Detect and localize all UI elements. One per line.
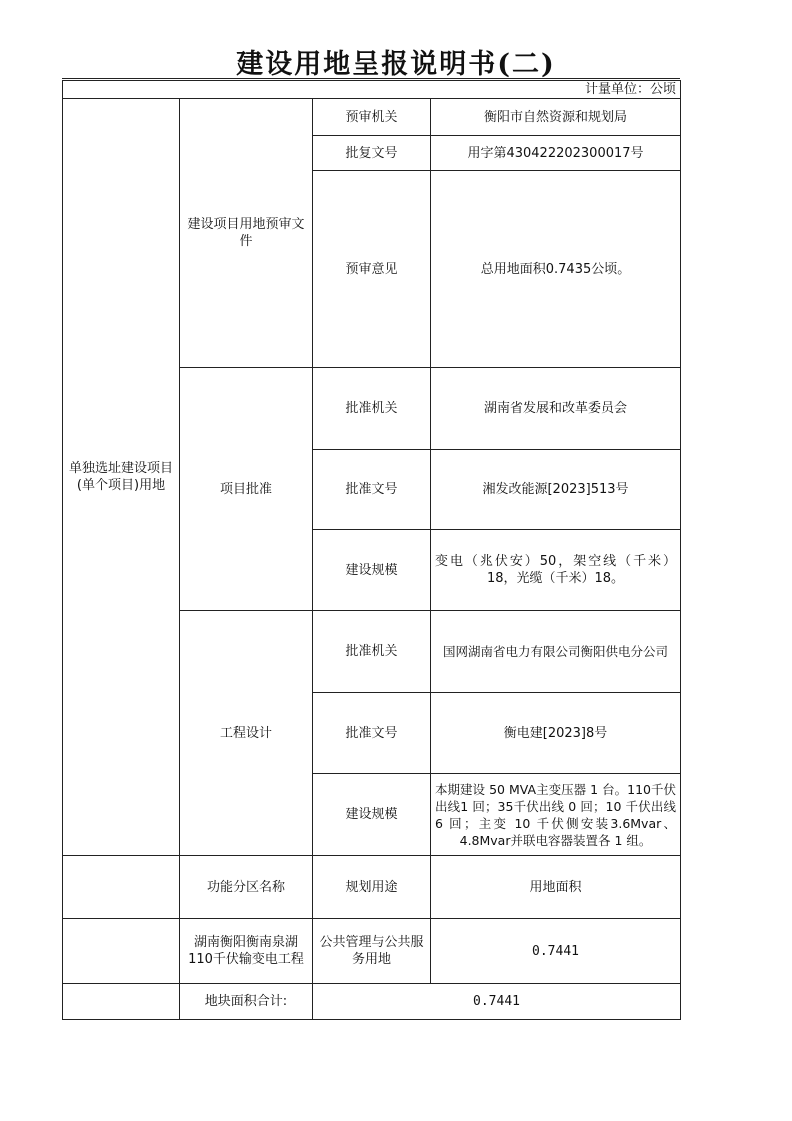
pre-review-opinion-label: 预审意见 <box>313 171 431 368</box>
approval-docno-value: 湘发改能源[2023]513号 <box>431 450 681 530</box>
total-area-label: 地块面积合计: <box>180 984 313 1020</box>
approval-docno-label: 批准文号 <box>313 450 431 530</box>
approval-scale-value: 变电（兆伏安）50，架空线（千米）18，光缆（千米）18。 <box>431 530 681 611</box>
total-spacer <box>63 984 180 1020</box>
pre-review-opinion-value: 总用地面积0.7435公顷。 <box>431 171 681 368</box>
zone-name-header: 功能分区名称 <box>180 856 313 919</box>
unit-label: 计量单位：公顷 <box>63 81 681 99</box>
approval-group-label: 项目批准 <box>180 368 313 611</box>
zone-name-value: 湖南衡阳衡南泉湖110千伏输变电工程 <box>180 919 313 984</box>
approval-authority-value: 湖南省发展和改革委员会 <box>431 368 681 450</box>
pre-review-docno-value: 用字第430422202300017号 <box>431 136 681 171</box>
title-underline <box>62 78 680 79</box>
design-group-label: 工程设计 <box>180 611 313 856</box>
land-area-header: 用地面积 <box>431 856 681 919</box>
pre-review-authority-label: 预审机关 <box>313 99 431 136</box>
total-area-value: 0.7441 <box>313 984 681 1020</box>
design-authority-value: 国网湖南省电力有限公司衡阳供电分公司 <box>431 611 681 693</box>
design-scale-label: 建设规模 <box>313 774 431 856</box>
design-authority-label: 批准机关 <box>313 611 431 693</box>
planned-use-value: 公共管理与公共服务用地 <box>313 919 431 984</box>
pre-review-docno-label: 批复文号 <box>313 136 431 171</box>
land-area-value: 0.7441 <box>431 919 681 984</box>
design-docno-value: 衡电建[2023]8号 <box>431 693 681 774</box>
zone-name-header-spacer <box>63 856 180 919</box>
main-category-cell: 单独选址建设项目(单个项目)用地 <box>63 99 180 856</box>
document-title: 建设用地呈报说明书(二) <box>236 49 556 80</box>
zone-data-spacer <box>63 919 180 984</box>
planned-use-header: 规划用途 <box>313 856 431 919</box>
land-use-table <box>62 80 681 1020</box>
approval-authority-label: 批准机关 <box>313 368 431 450</box>
pre-review-authority-value: 衡阳市自然资源和规划局 <box>431 99 681 136</box>
pre-review-group-label: 建设项目用地预审文件 <box>180 99 313 368</box>
approval-scale-label: 建设规模 <box>313 530 431 611</box>
design-scale-value: 本期建设 50 MVA主变压器 1 台。110千伏出线1 回；35千伏出线 0 回；10 千伏出线 6 回；主变 10 千伏侧安装3.6Mvar、4.8Mvar并联电容器装置各 1 组。 <box>431 774 681 856</box>
design-docno-label: 批准文号 <box>313 693 431 774</box>
